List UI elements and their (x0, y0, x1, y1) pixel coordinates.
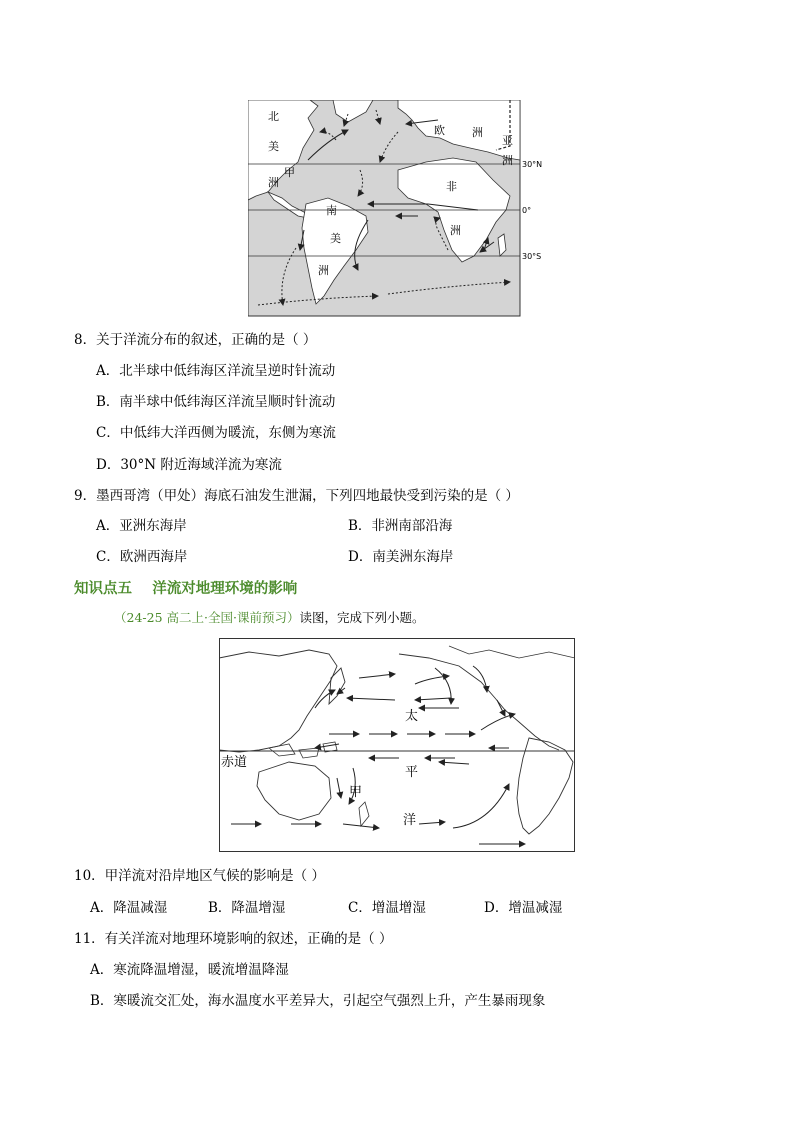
question-10-stem: 10．甲洋流对沿岸地区气候的影响是（ ） (74, 868, 325, 884)
lat-30n-label: 30°N (522, 160, 543, 169)
map2-label-jia: 甲 (349, 785, 363, 800)
question-11-option-a[interactable]: A．寒流降温增湿，暖流增温降湿 (90, 962, 289, 978)
question-8-stem: 8．关于洋流分布的叙述，正确的是（ ） (74, 332, 317, 348)
map1-label-zhou-a: 洲 (472, 126, 483, 139)
map1-label-mei-b: 美 (330, 232, 341, 245)
map1-label-zhou-b: 洲 (502, 154, 513, 167)
question-8-option-b[interactable]: B．南半球中低纬海区洋流呈顺时针流动 (96, 394, 336, 410)
map1-label-nan: 南 (326, 204, 337, 217)
question-9-option-d[interactable]: D．南美洲东海岸 (348, 549, 454, 565)
question-8-option-d[interactable]: D．30°N 附近海域洋流为寒流 (96, 457, 282, 473)
map1-label-bei: 北 (268, 110, 279, 123)
question-10-option-a[interactable]: A．降温减湿 (90, 900, 168, 916)
map1-label-jia: 甲 (284, 166, 295, 179)
question-10-option-d[interactable]: D．增温减湿 (484, 900, 563, 916)
question-11-stem: 11．有关洋流对地理环境影响的叙述，正确的是（ ） (74, 931, 393, 947)
question-9-stem: 9．墨西哥湾（甲处）海底石油发生泄漏，下列四地最快受到污染的是（ ） (74, 488, 519, 504)
equator-label: 赤道 (221, 755, 248, 770)
map1-label-mei: 美 (268, 140, 279, 153)
source-line (114, 608, 424, 626)
map1-label-zhou-d: 洲 (318, 264, 329, 277)
section-heading: 知识点五 洋流对地理环境的影响 (74, 581, 298, 597)
question-8-option-a[interactable]: A．北半球中低纬海区洋流呈逆时针流动 (96, 363, 336, 379)
question-9-option-a[interactable]: A．亚洲东海岸 (96, 518, 187, 534)
source-tag: （24-25 高二上·全国·课前预习） (114, 610, 300, 625)
question-8-option-c[interactable]: C．中低纬大洋西侧为暖流，东侧为寒流 (96, 425, 336, 441)
lat-30s-label: 30°S (522, 252, 542, 261)
source-instruction: 读图，完成下列小题。 (299, 610, 425, 625)
lat-0-label: 0° (522, 206, 532, 215)
map1-label-zhou-c: 洲 (450, 224, 461, 237)
map1-label-fei: 非 (446, 180, 457, 193)
map2-label-tai: 太 (405, 709, 419, 724)
question-11-option-b[interactable]: B．寒暖流交汇处，海水温度水平差异大，引起空气强烈上升，产生暴雨现象 (90, 993, 546, 1009)
map1-label-zhou: 洲 (268, 176, 279, 189)
map2-label-ping: 平 (405, 765, 419, 780)
pacific-current-map (219, 638, 575, 852)
atlantic-current-map (248, 100, 548, 318)
question-10-option-c[interactable]: C．增温增湿 (348, 900, 426, 916)
question-9-option-b[interactable]: B．非洲南部沿海 (348, 518, 453, 534)
question-9-option-c[interactable]: C．欧洲西海岸 (96, 549, 188, 565)
map1-label-ou: 欧 (434, 124, 445, 137)
question-10-option-b[interactable]: B．降温增湿 (208, 900, 286, 916)
map1-label-ya: 亚 (502, 134, 513, 147)
map2-label-yang: 洋 (403, 813, 417, 828)
